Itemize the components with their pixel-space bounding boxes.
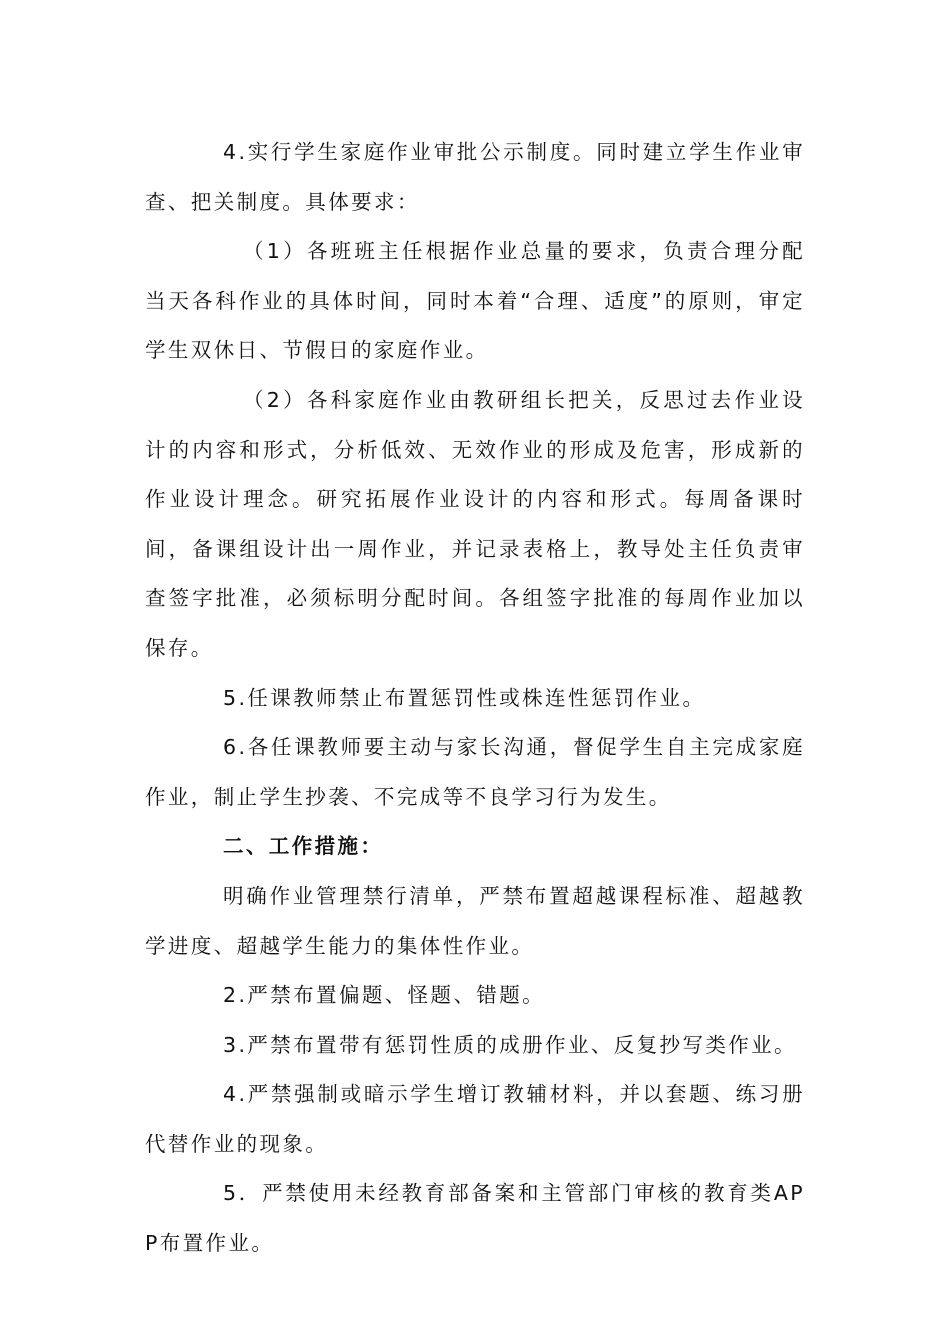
document-body	[145, 128, 805, 1269]
paragraph-homework-approval-system: 4.实行学生家庭作业审批公示制度。同时建立学生作业审查、把关制度。具体要求：	[145, 140, 805, 214]
paragraph-measure-5: 5．严禁使用未经教育部备案和主管部门审核的教育类APP布置作业。	[145, 1181, 805, 1256]
paragraph-measure-3: 3.严禁布置带有惩罚性质的成册作业、反复抄写类作业。	[223, 1032, 797, 1057]
paragraph-item-6: 6.各任课教师要主动与家长沟通，督促学生自主完成家庭作业，制止学生抄袭、不完成等不良学习行为发生。	[145, 735, 805, 809]
paragraph-item-5: 5.任课教师禁止布置惩罚性或株连性惩罚作业。	[223, 685, 706, 710]
paragraph-requirement-1: （1）各班班主任根据作业总量的要求，负责合理分配当天各科作业的具体时间，同时本着“合理、适度”的原则，审定学生双休日、节假日的家庭作业。	[145, 239, 805, 363]
section-heading-work-measures: 二、工作措施：	[223, 834, 384, 859]
paragraph-prohibited-list: 明确作业管理禁行清单，严禁布置超越课程标准、超越教学进度、超越学生能力的集体性作业。	[145, 883, 805, 958]
paragraph-requirement-2: （2）各科家庭作业由教研组长把关，反思过去作业设计的内容和形式，分析低效、无效作业的形成及危害，形成新的作业设计理念。研究拓展作业设计的内容和形式。每周备课时间，备课组设计出一周作业，并记录表格上，教导处主任负责审查签字批准，必须标明分配时间。各组签字批准的每周作业加以保存。	[145, 387, 805, 660]
paragraph-measure-4: 4.严禁强制或暗示学生增订教辅材料，并以套题、练习册代替作业的现象。	[145, 1082, 805, 1156]
paragraph-measure-2: 2.严禁布置偏题、怪题、错题。	[223, 983, 546, 1008]
